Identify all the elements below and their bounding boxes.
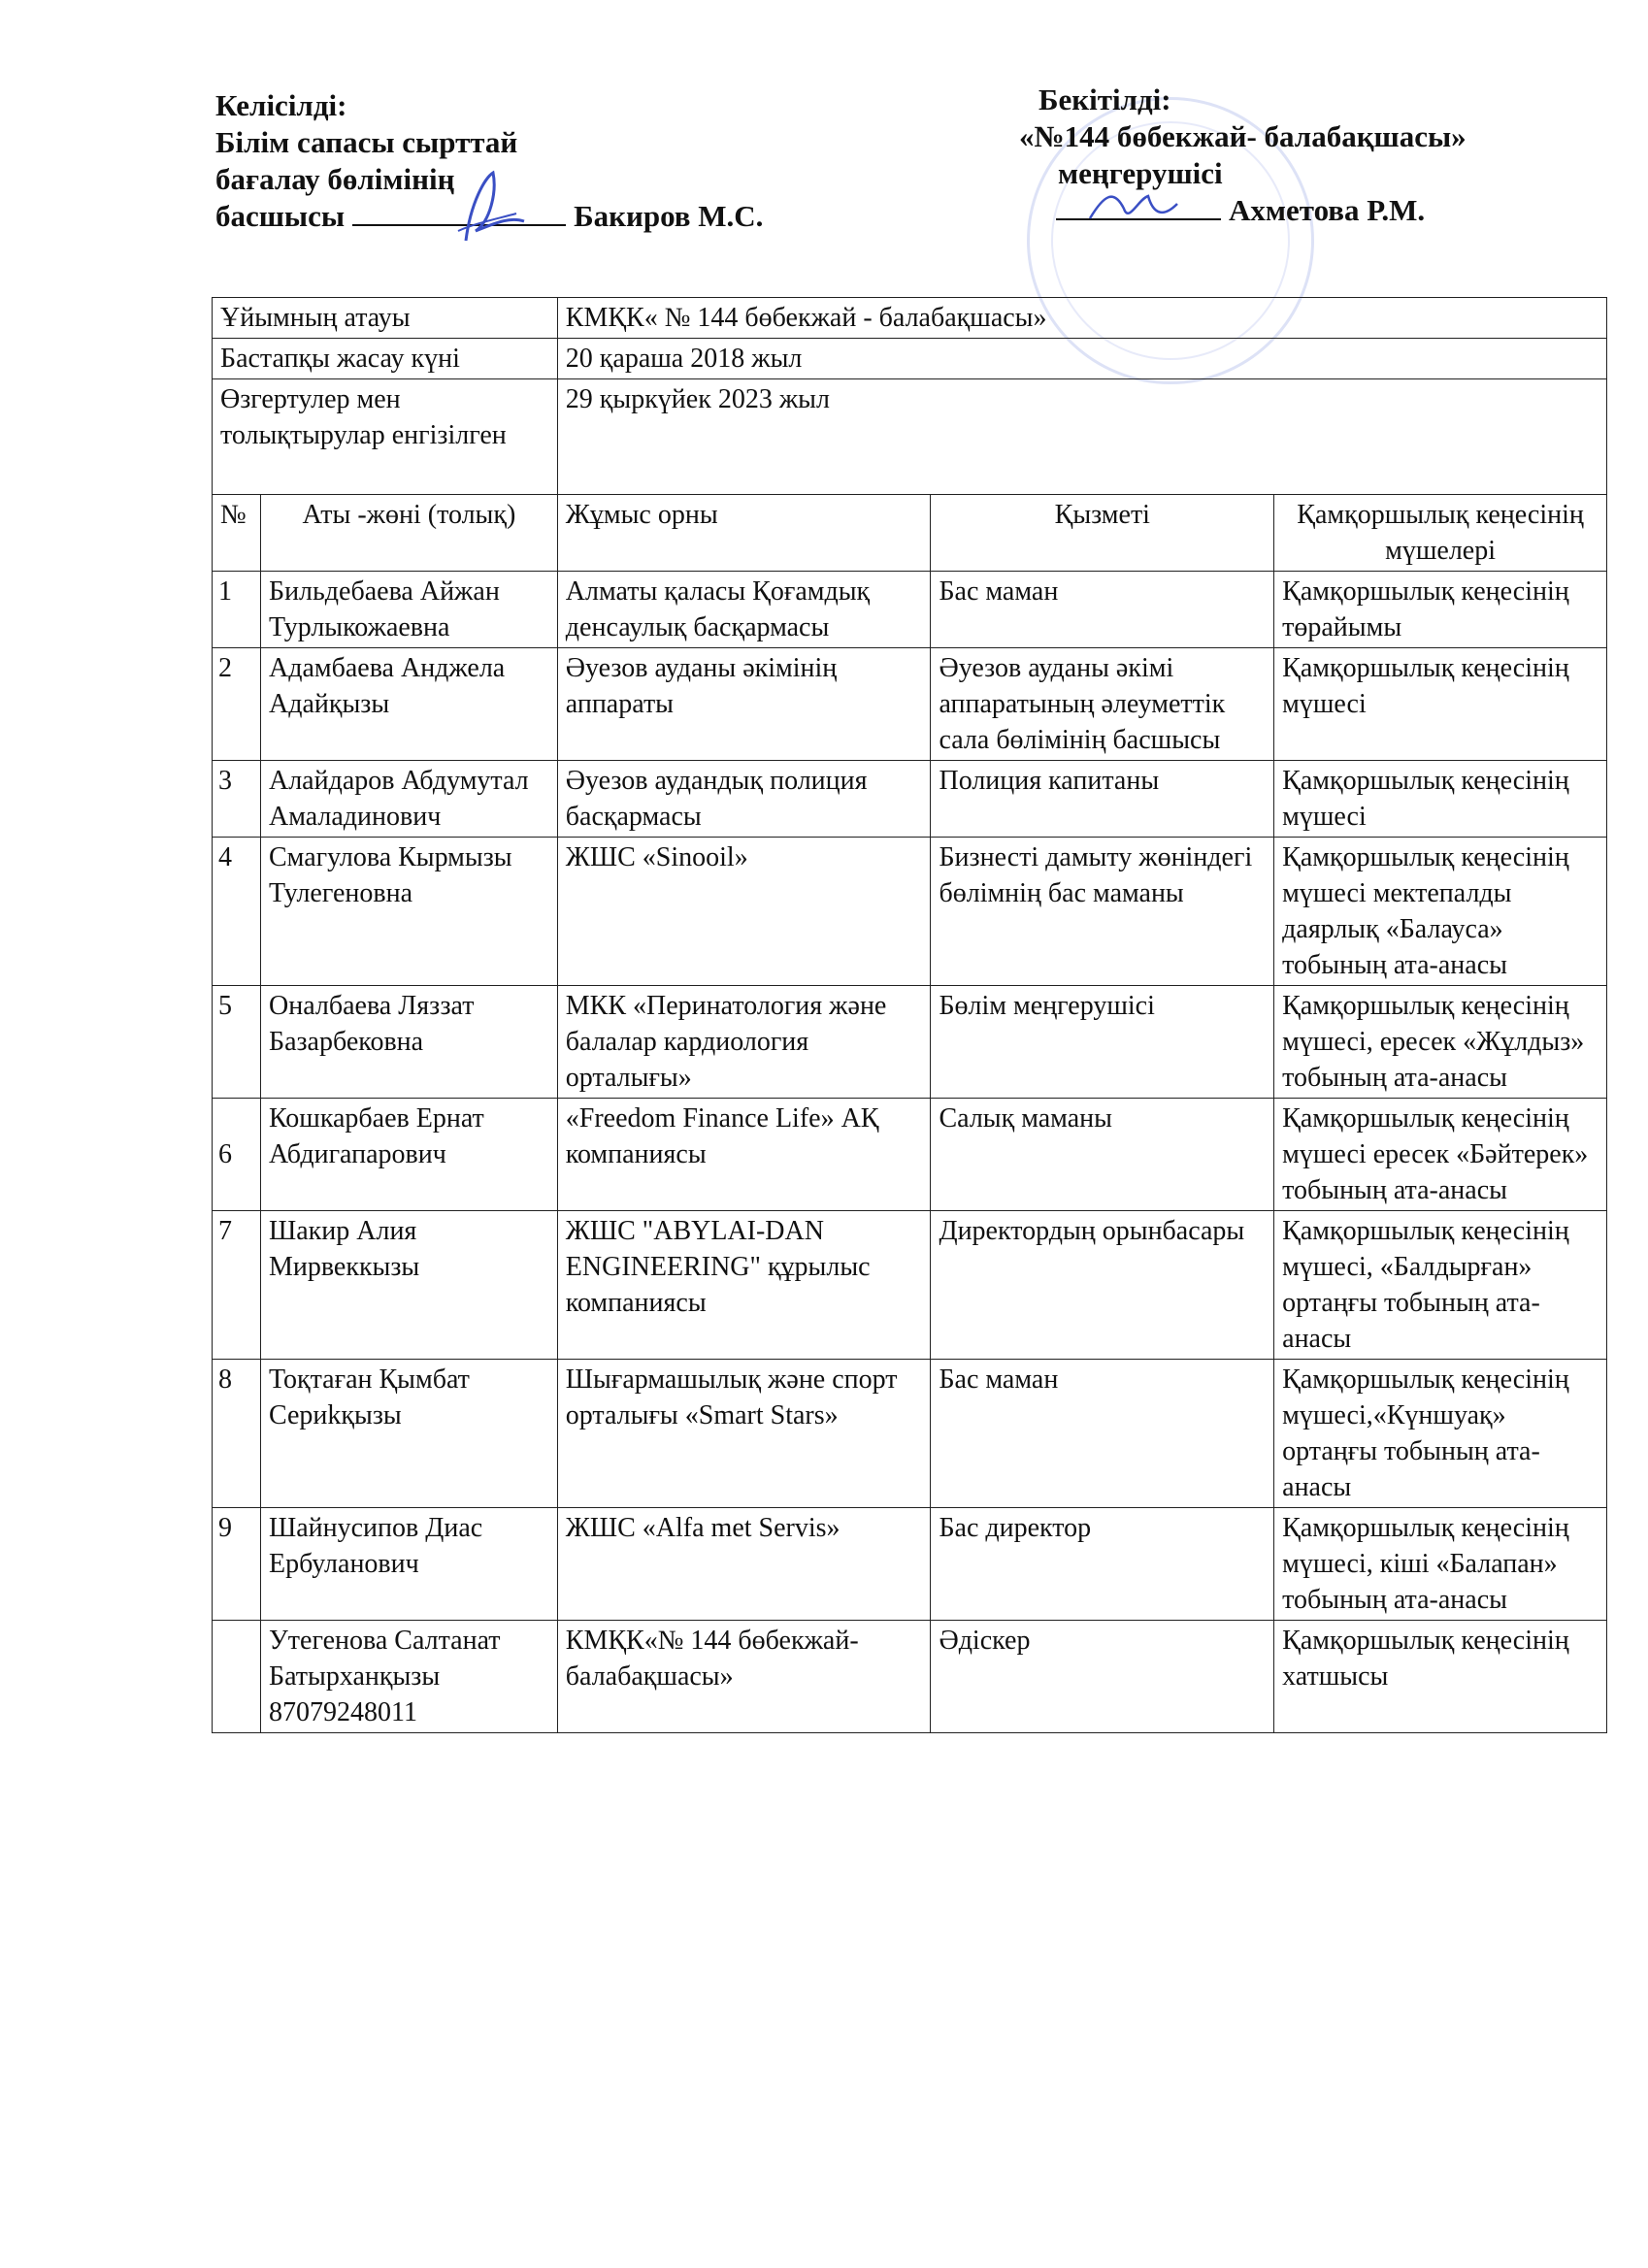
row-work: ЖШС «Sinooil» (557, 838, 931, 986)
row-role: Қамқоршылық кеңесінің мүшесі, ересек «Жұлдыз» тобының ата-анасы (1274, 986, 1607, 1099)
created-value: 20 қараша 2018 жыл (557, 339, 1606, 379)
row-role: Қамқоршылық кеңесінің мүшесі мектепалды даярлық «Балауса» тобының ата-анасы (1274, 838, 1607, 986)
row-role: Қамқоршылық кеңесінің мүшесі,«Күншуақ» ортаңғы тобының ата-анасы (1274, 1360, 1607, 1508)
org-label: Ұйымның атауы (213, 298, 558, 339)
row-num: 9 (213, 1508, 261, 1621)
info-row-org (213, 298, 1607, 339)
row-work: Әуезов аудандық полиция басқармасы (557, 761, 931, 838)
row-role: Қамқоршылық кеңесінің мүшесі (1274, 761, 1607, 838)
table-row (213, 838, 1607, 986)
changes-label: Өзгертулер мен толықтырулар енгізілген (213, 379, 558, 495)
approved-signer-name: Ахметова Р.М. (1229, 193, 1426, 227)
row-num: 2 (213, 648, 261, 761)
row-name: Оналбаева Ляззат Базарбековна (260, 986, 557, 1099)
row-name: Адамбаева Анджела Адайқызы (260, 648, 557, 761)
trustees-table (212, 297, 1607, 1733)
approved-org: «№144 бөбекжай- балабақшасы» (1019, 119, 1467, 153)
row-name: Алайдаров Абдумутал Амаладинович (260, 761, 557, 838)
row-num: 6 (213, 1099, 261, 1211)
table-row (213, 1508, 1607, 1621)
row-work: Алматы қаласы Қоғамдық денсаулық басқармасы (557, 572, 931, 648)
table-row (213, 761, 1607, 838)
approved-position: меңгерушісі (1058, 156, 1223, 190)
table-header-row (213, 495, 1607, 572)
row-num: 4 (213, 838, 261, 986)
table-row (213, 572, 1607, 648)
info-row-changes (213, 379, 1607, 495)
col-header-role: Қамқоршылық кеңесінің мүшелері (1274, 495, 1607, 572)
col-header-num: № (213, 495, 261, 572)
table-row (213, 1099, 1607, 1211)
row-name: Тоқтаған Қымбат Сериkқызы (260, 1360, 557, 1508)
row-work: Шығармашылық және спорт орталығы «Smart Stars» (557, 1360, 931, 1508)
row-work: КМҚК«№ 144 бөбекжай-балабақшасы» (557, 1621, 931, 1733)
row-work: ЖШС «Alfa met Servis» (557, 1508, 931, 1621)
row-role: Қамқоршылық кеңесінің төрайымы (1274, 572, 1607, 648)
row-role: Қамқоршылық кеңесінің мүшесі, кіші «Балапан» тобының ата-анасы (1274, 1508, 1607, 1621)
row-name: Бильдебаева Айжан Турлыкожаевна (260, 572, 557, 648)
row-num: 8 (213, 1360, 261, 1508)
approved-label: Бекітілді: (1038, 82, 1171, 116)
changes-value: 29 қыркүйек 2023 жыл (557, 379, 1606, 495)
agreed-dept-line1: Білім сапасы сырттай (215, 125, 518, 159)
row-position: Бас маман (931, 1360, 1274, 1508)
table-row (213, 1360, 1607, 1508)
agreed-position: басшысы (215, 199, 346, 233)
signature-left (446, 163, 534, 250)
row-role: Қамқоршылық кеңесінің мүшесі (1274, 648, 1607, 761)
row-role: Қамқоршылық кеңесінің хатшысы (1274, 1621, 1607, 1733)
info-row-created (213, 339, 1607, 379)
row-position: Салық маманы (931, 1099, 1274, 1211)
row-position: Бас директор (931, 1508, 1274, 1621)
created-label: Бастапқы жасау күні (213, 339, 558, 379)
table-row (213, 986, 1607, 1099)
row-num (213, 1621, 261, 1733)
agreed-dept-line2: бағалау бөлімінің (215, 162, 455, 196)
row-name: Шакир Алия Мирвеккызы (260, 1211, 557, 1360)
org-value: КМҚК« № 144 бөбекжай - балабақшасы» (557, 298, 1606, 339)
row-role: Қамқоршылық кеңесінің мүшесі ересек «Бәйтерек» тобының ата-анасы (1274, 1099, 1607, 1211)
row-name: Утегенова Салтанат Батырханқызы 87079248011 (260, 1621, 557, 1733)
row-num: 1 (213, 572, 261, 648)
row-position: Директордың орынбасары (931, 1211, 1274, 1360)
row-work: МКК «Перинатология және балалар кардиология орталығы» (557, 986, 931, 1099)
agreed-signer-name: Бакиров М.С. (574, 199, 764, 233)
row-num: 3 (213, 761, 261, 838)
table-row (213, 648, 1607, 761)
row-position: Бөлім меңгерушісі (931, 986, 1274, 1099)
row-num: 7 (213, 1211, 261, 1360)
table-row (213, 1621, 1607, 1733)
agreed-label: Келісілді: (215, 88, 347, 122)
table-row (213, 1211, 1607, 1360)
col-header-name: Аты -жөні (толық) (260, 495, 557, 572)
row-position: Әуезов ауданы әкімі аппаратының әлеуметтік сала бөлімінің басшысы (931, 648, 1274, 761)
row-name: Смагулова Кырмызы Тулегеновна (260, 838, 557, 986)
row-position: Полиция капитаны (931, 761, 1274, 838)
row-work: Әуезов ауданы әкімінің аппараты (557, 648, 931, 761)
row-position: Әдіскер (931, 1621, 1274, 1733)
row-name: Кошкарбаев Ернат Абдигапарович (260, 1099, 557, 1211)
row-work: ЖШС "ABYLAI-DAN ENGINEERING" құрылыс компаниясы (557, 1211, 931, 1360)
row-position: Бас маман (931, 572, 1274, 648)
signature-right (1085, 184, 1182, 233)
row-name: Шайнусипов Диас Ербуланович (260, 1508, 557, 1621)
col-header-position: Қызметі (931, 495, 1274, 572)
row-role: Қамқоршылық кеңесінің мүшесі, «Балдырған» ортаңғы тобының ата-анасы (1274, 1211, 1607, 1360)
col-header-work: Жұмыс орны (557, 495, 931, 572)
row-work: «Freedom Finance Life» АҚ компаниясы (557, 1099, 931, 1211)
row-position: Бизнесті дамыту жөніндегі бөлімнің бас маманы (931, 838, 1274, 986)
row-num: 5 (213, 986, 261, 1099)
